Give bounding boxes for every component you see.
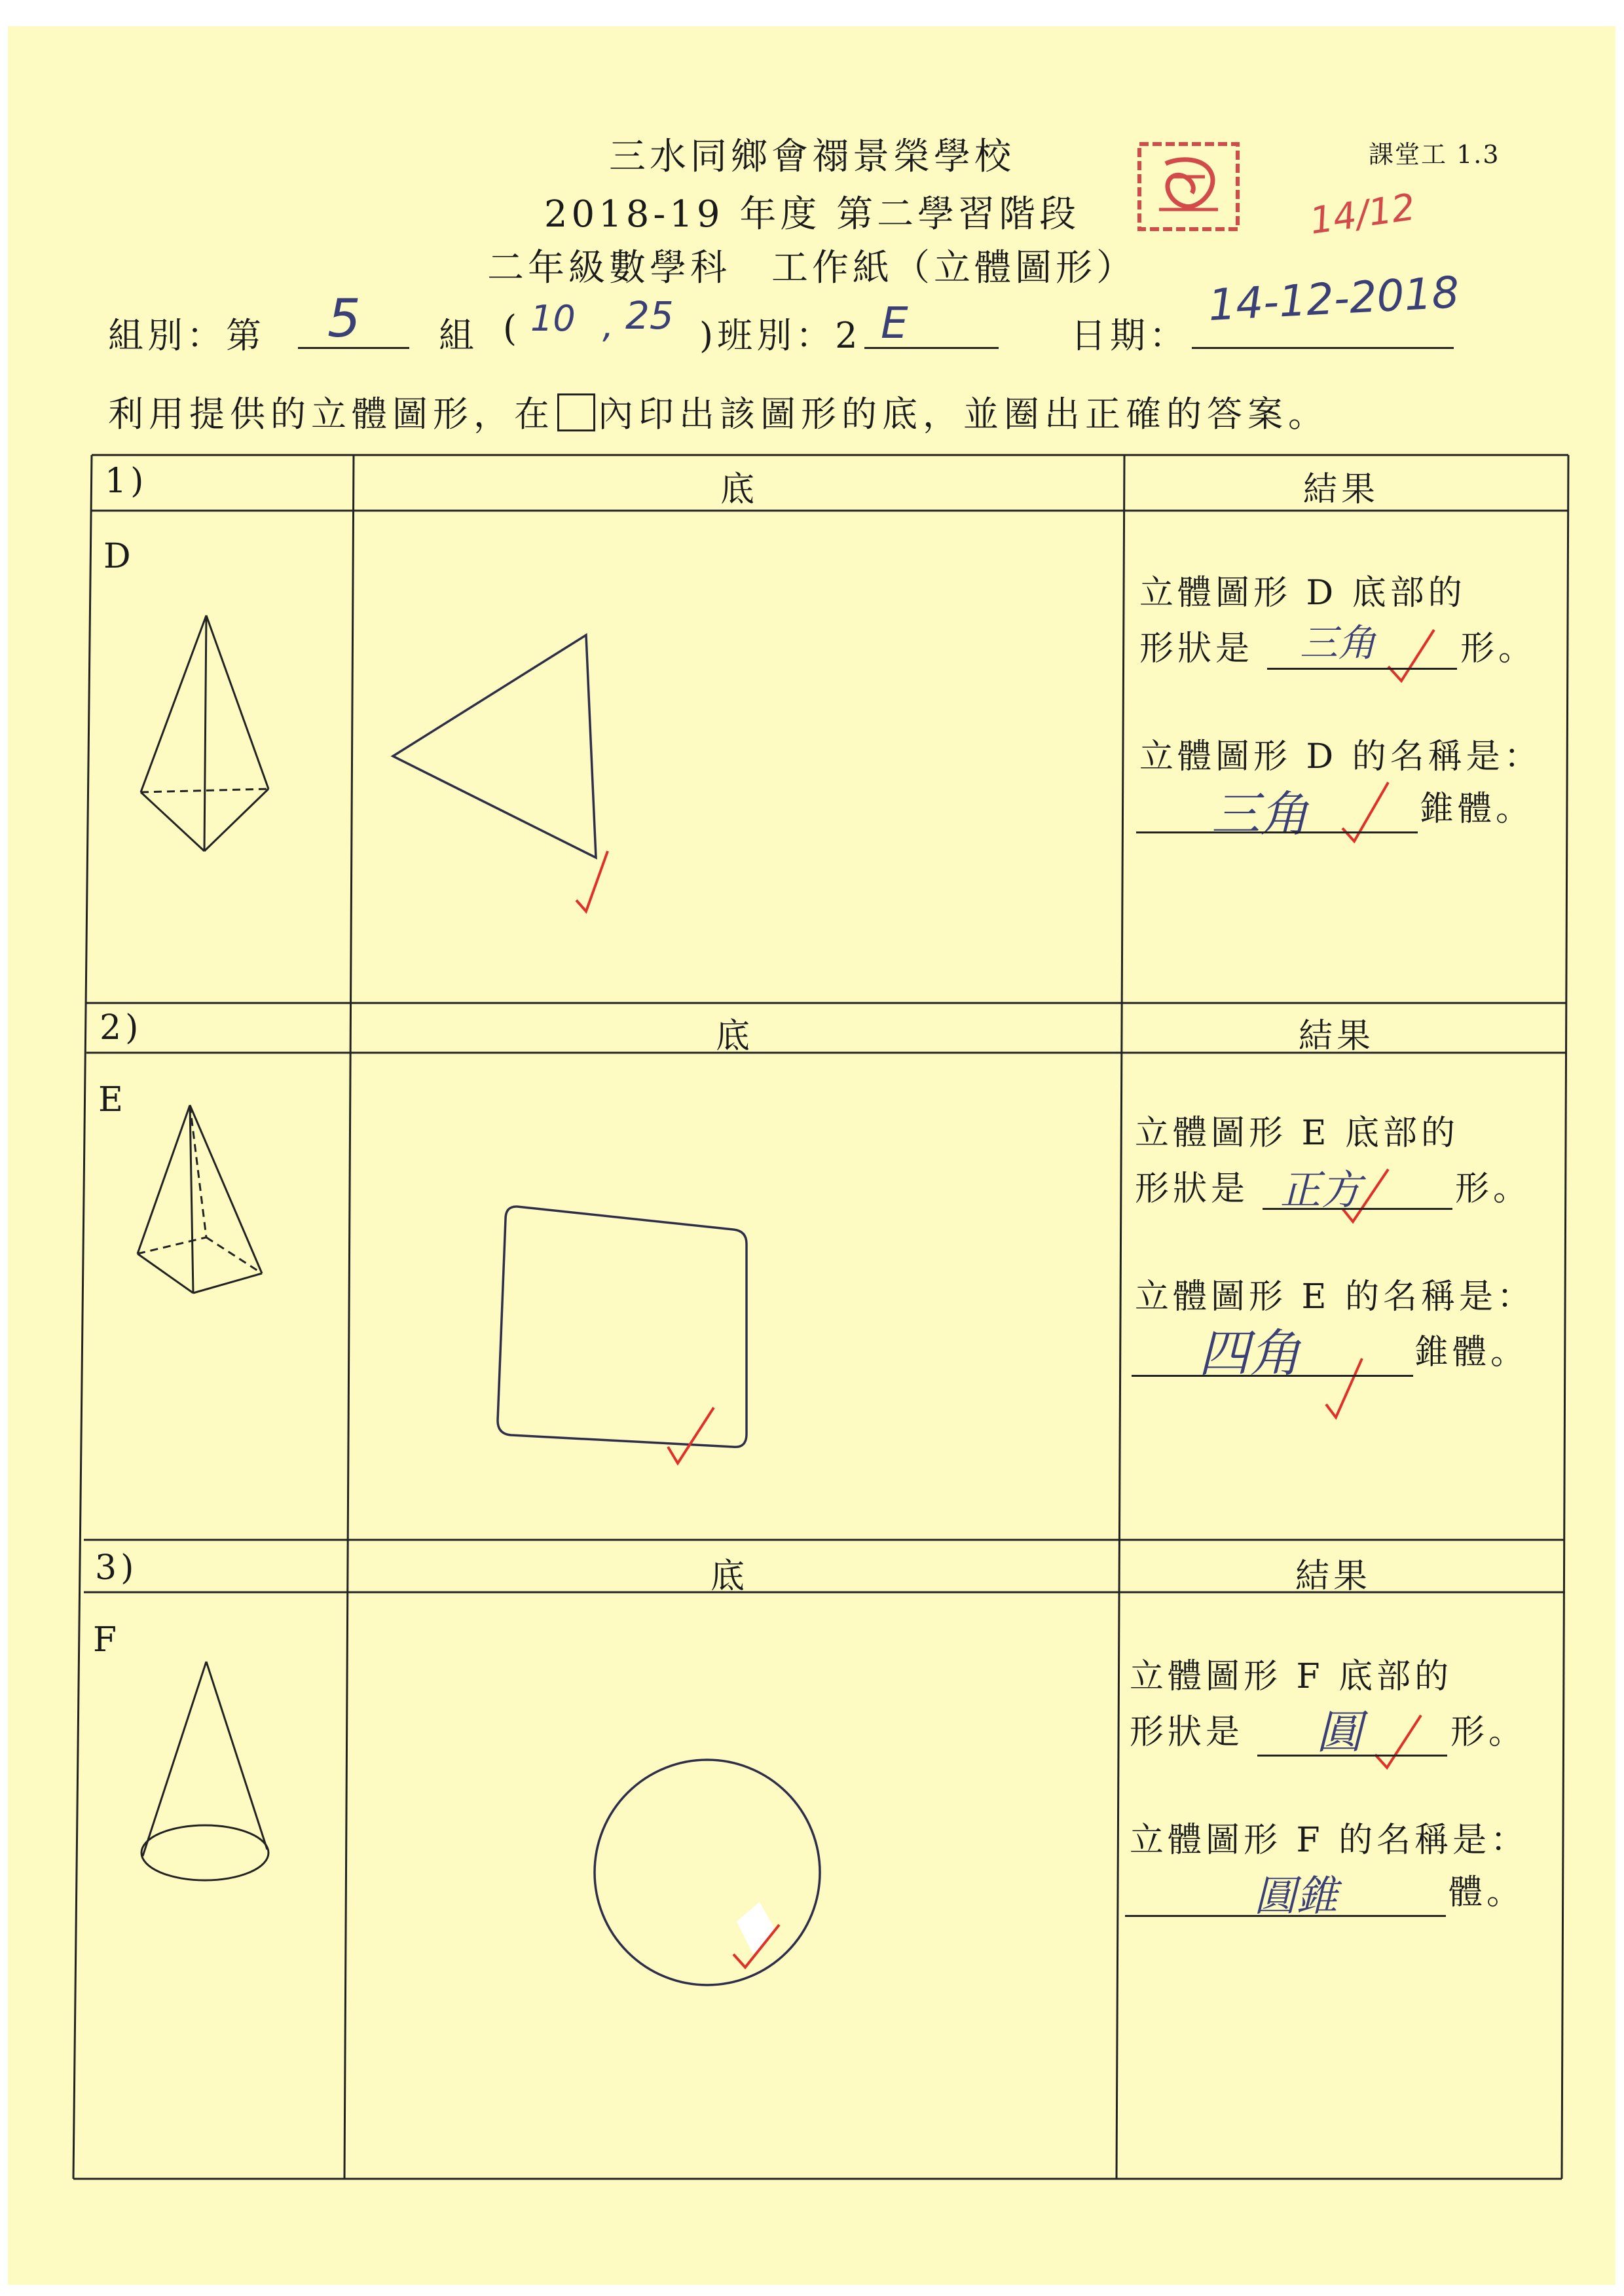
class-label: )班別：2: [699, 315, 862, 356]
row-3-base-header: 底: [710, 1557, 749, 1596]
row-3-q2-answer[interactable]: 圓錐: [1254, 1872, 1338, 1921]
row-2-q1-prefix: 形狀是: [1135, 1169, 1249, 1209]
row-1-q2-line1: 立體圖形 D 的名稱是：: [1139, 737, 1542, 776]
row-2-q1-suffix: 形。: [1455, 1169, 1532, 1209]
row-3-q1-underline: [1257, 1755, 1447, 1757]
row-2-base-header: 底: [716, 1017, 754, 1056]
row-3-q2-underline: [1125, 1915, 1446, 1917]
group-label: 組別：第: [108, 315, 265, 356]
row-1-q2-underline: [1136, 831, 1418, 833]
row-1-q2-answer[interactable]: 三角: [1211, 786, 1308, 843]
row-2-number: 2): [100, 1008, 143, 1048]
base-d-triangle: [393, 635, 596, 858]
member-1[interactable]: 10: [530, 298, 576, 339]
row-2-q1-answer[interactable]: 正方: [1280, 1166, 1362, 1214]
instruction-text-1: 利用提供的立體圖形，在: [108, 393, 555, 435]
date-value[interactable]: 14-12-2018: [1207, 267, 1461, 331]
row-1-base-header: 底: [720, 470, 759, 509]
tick-e2: [1326, 1358, 1362, 1417]
row-1-result-header: 結果: [1303, 470, 1380, 509]
group-suffix: 組: [439, 315, 478, 356]
row-1-q1-line1: 立體圖形 D 底部的: [1139, 574, 1466, 613]
member-separator: ,: [602, 304, 614, 346]
row-3-q2-suffix: 體。: [1449, 1873, 1525, 1912]
tick-base-d: [576, 851, 608, 911]
tick-base-e: [668, 1408, 714, 1463]
member-2[interactable]: 25: [625, 293, 674, 338]
year-stage: 2018-19 年度 第二學習階段: [544, 193, 1080, 236]
cone-f-icon: [141, 1662, 268, 1880]
row-1-q1-underline: [1267, 668, 1457, 670]
circle-erase-mark: [737, 1902, 776, 1954]
date-label: 日期：: [1071, 315, 1189, 356]
class-value[interactable]: E: [881, 298, 908, 348]
pyramid-e-icon: [138, 1105, 262, 1293]
row-1-q2-suffix: 錐體。: [1420, 790, 1534, 829]
row-3-q1-suffix: 形。: [1450, 1713, 1527, 1752]
row-2-q2-suffix: 錐體。: [1414, 1333, 1529, 1372]
row-2-q2-line1: 立體圖形 E 的名稱是：: [1135, 1277, 1536, 1317]
instruction-text-2: 內印出該圖形的底，並圈出正確的答案。: [598, 393, 1329, 435]
tick-f1: [1375, 1715, 1421, 1768]
row-1-number: 1): [105, 462, 148, 501]
row-3-q1-line1: 立體圖形 F 底部的: [1130, 1657, 1453, 1696]
row-3-letter: F: [93, 1620, 121, 1660]
row-2-q2-answer[interactable]: 四角: [1198, 1324, 1301, 1383]
row-1-q1-prefix: 形狀是: [1139, 629, 1254, 668]
row-2-q1-underline: [1263, 1208, 1452, 1210]
group-value[interactable]: 5: [327, 288, 361, 349]
row-3-number: 3): [95, 1548, 138, 1588]
row-2-result-header: 結果: [1299, 1017, 1375, 1056]
row-1-letter: D: [103, 537, 135, 576]
subject-title: 二年級數學科 工作紙（立體圖形）: [487, 247, 1137, 289]
row-3-result-header: 結果: [1295, 1557, 1372, 1596]
teacher-date-note: 14/12: [1307, 186, 1418, 243]
row-2-q2-underline: [1132, 1375, 1413, 1377]
base-f-circle: [595, 1760, 820, 1985]
row-1-q1-suffix: 形。: [1460, 629, 1537, 668]
row-2-q1-line1: 立體圖形 E 底部的: [1135, 1114, 1460, 1153]
row-2-letter: E: [98, 1080, 127, 1120]
pyramid-d-icon: [141, 615, 268, 851]
row-3-q1-answer[interactable]: 圓: [1316, 1705, 1362, 1759]
school-name: 三水同鄉會禤景榮學校: [609, 136, 1015, 178]
row-3-q1-prefix: 形狀是: [1130, 1713, 1244, 1752]
base-e-square: [498, 1207, 747, 1447]
tick-d1: [1388, 630, 1434, 681]
row-1-q1-answer[interactable]: 三角: [1300, 621, 1376, 665]
row-3-q2-line1: 立體圖形 F 的名稱是：: [1130, 1821, 1529, 1860]
members-open: (: [503, 308, 521, 349]
worksheet-code: 課堂工 1.3: [1369, 140, 1500, 169]
